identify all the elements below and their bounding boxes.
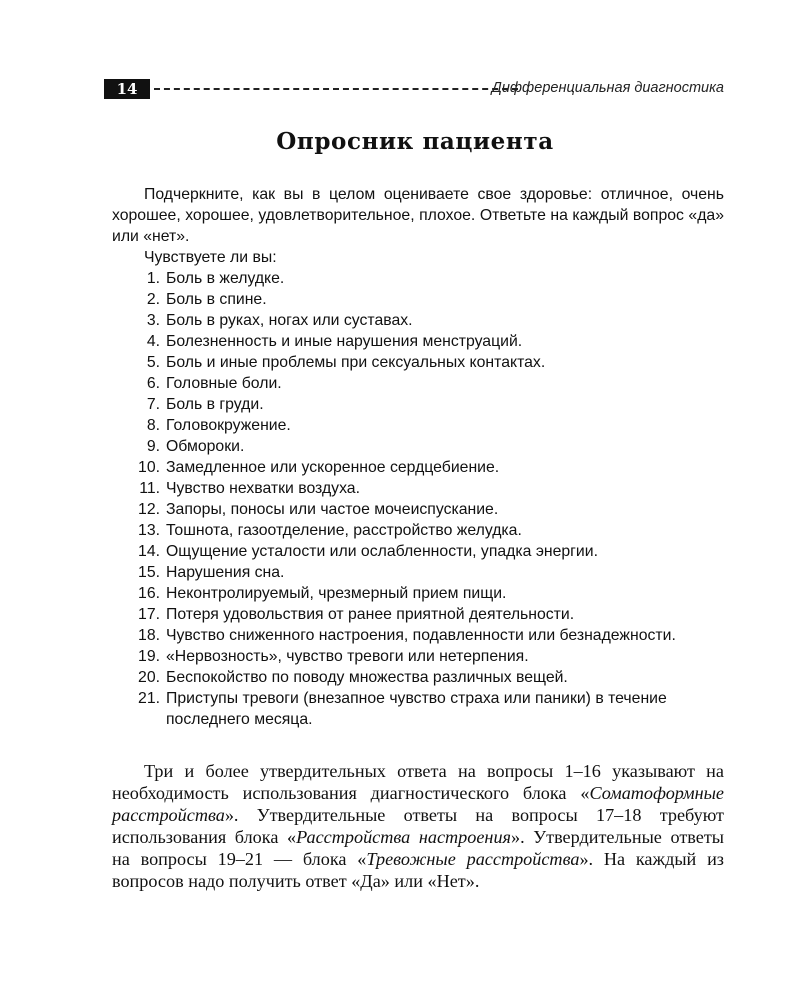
question-item [112,268,724,289]
question-lead: Чувствуете ли вы: [144,249,277,266]
question-item [112,667,724,688]
question-number: 15. [138,564,160,581]
conclusion-text-4: ». На каждый из вопросов надо получить ответ «Да» или «Нет». [112,849,724,891]
question-text: Боль в спине. [166,291,267,308]
dashed-rule [154,88,518,90]
question-item [112,604,724,625]
question-number: 5. [146,354,160,371]
conclusion-paragraph [112,760,724,892]
question-item [112,373,724,394]
question-text: «Нервозность», чувство тревоги или нетерпения. [166,648,529,665]
page-number: 14 [104,79,150,99]
question-text: Ощущение усталости или ослабленности, упадка энергии. [166,543,598,560]
question-text: Головные боли. [166,375,282,392]
question-item [112,289,724,310]
question-item [112,394,724,415]
question-text: Замедленное или ускоренное сердцебиение. [166,459,500,476]
question-number: 11. [139,480,160,497]
question-number: 12. [138,501,160,518]
question-number: 4. [146,333,160,350]
question-number: 3. [146,312,160,329]
question-item [112,415,724,436]
question-number: 19. [138,648,160,665]
question-item [112,436,724,457]
question-text: Боль в желудке. [166,270,285,287]
question-text: Чувство сниженного настроения, подавленности или безнадежности. [166,627,676,644]
question-item [112,562,724,583]
question-item [112,646,724,667]
question-number: 21. [138,690,160,707]
question-item [112,688,724,730]
conclusion-text-1: Три и более утвердительных ответа на вопросы 1–16 указывают на необходимость использования диагностического блока « [112,761,724,803]
question-item [112,499,724,520]
question-number: 18. [138,627,160,644]
question-text: Неконтролируемый, чрезмерный прием пищи. [166,585,507,602]
question-item [112,457,724,478]
block-name-anxiety: Тревожные расстройства [366,849,580,869]
intro-paragraph: Подчеркните, как вы в целом оцениваете свое здоровье: отличное, очень хорошее, хорошее, удовлетворительное, плохое. Ответьте на каждый вопрос «да» или «нет». [112,186,724,245]
question-item [112,331,724,352]
block-name-mood: Расстройства настроения [296,827,511,847]
question-number: 13. [138,522,160,539]
question-text: Боль в руках, ногах или суставах. [166,312,413,329]
question-text: Болезненность и иные нарушения менструаций. [166,333,523,350]
question-text: Обмороки. [166,438,245,455]
conclusion-text-2: ». Утвердительные ответы на вопросы 17–18 требуют использования блока « [112,805,724,847]
question-number: 20. [138,669,160,686]
question-text: Приступы тревоги (внезапное чувство страха или паники) в течение последнего месяца. [166,690,667,728]
question-number: 1. [146,270,160,287]
question-text: Тошнота, газоотделение, расстройство желудка. [166,522,522,539]
question-text: Головокружение. [166,417,291,434]
question-text: Беспокойство по поводу множества различных вещей. [166,669,568,686]
question-text: Потеря удовольствия от ранее приятной деятельности. [166,606,575,623]
question-number: 9. [146,438,160,455]
running-title: Дифференциальная диагностика [491,80,724,96]
question-number: 10. [138,459,160,476]
question-number: 14. [138,543,160,560]
question-number: 17. [138,606,160,623]
question-item [112,352,724,373]
question-text: Чувство нехватки воздуха. [166,480,360,497]
question-list [112,268,724,730]
question-number: 6. [146,375,160,392]
conclusion-text-3: ». Утвердительные ответы на вопросы 19–21 — блока « [112,827,724,869]
page-header [104,77,724,101]
question-item [112,478,724,499]
question-text: Боль и иные проблемы при сексуальных контактах. [166,354,546,371]
question-number: 8. [146,417,160,434]
question-item [112,310,724,331]
question-item [112,541,724,562]
question-number: 16. [138,585,160,602]
block-name-somatoform: Соматоформные расстройства [112,783,724,825]
question-item [112,583,724,604]
question-number: 7. [146,396,160,413]
question-item [112,625,724,646]
question-item [112,520,724,541]
question-text: Нарушения сна. [166,564,285,581]
questionnaire-body [112,184,724,730]
question-text: Запоры, поносы или частое мочеиспускание. [166,501,499,518]
page-title: Опросник пациента [276,128,554,155]
question-text: Боль в груди. [166,396,264,413]
question-number: 2. [146,291,160,308]
